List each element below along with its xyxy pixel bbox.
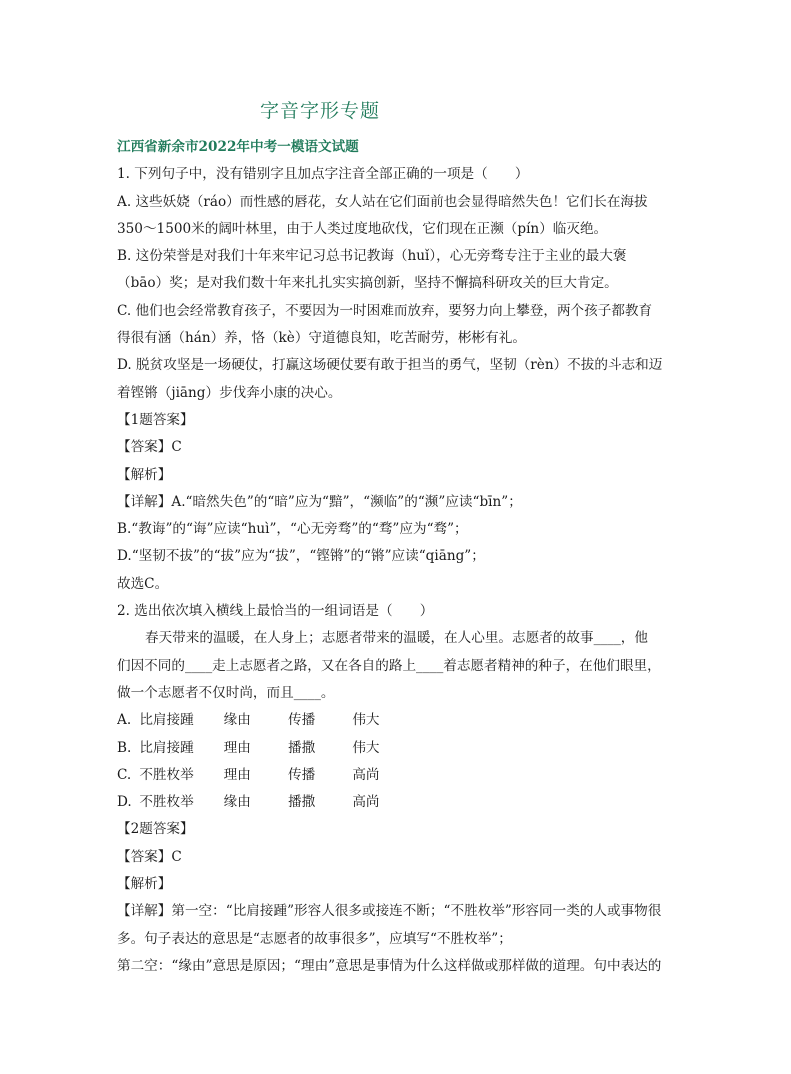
q1-option-d-line1: D. 脱贫攻坚是一场硬仗，打赢这场硬仗要有敢于担当的勇气，坚韧（rèn）不拔的斗志和迈 <box>117 357 663 374</box>
q2-passage-line3: 做一个志愿者不仅时尚，而且____。 <box>117 684 335 701</box>
q2-option-b <box>117 735 682 762</box>
option-word-1: 不胜枚举 <box>139 794 194 811</box>
q1-detail-1: 【详解】A.“暗然失色”的“暗”应为“黯”，“濒临”的“濒”应读“bīn”； <box>117 493 522 510</box>
q1-detail-2: B.“教诲”的“诲”应读“huì”，“心无旁骛”的“骛”应为“骛”； <box>117 521 468 538</box>
q1-option-b-line1: B. 这份荣誉是对我们十年来牢记习总书记教诲（huǐ），心无旁骛专注于主业的最大褒 <box>117 248 627 265</box>
document-body <box>117 134 682 980</box>
option-word-4: 伟大 <box>352 739 380 756</box>
option-word-4: 高尚 <box>352 766 380 783</box>
option-word-3: 播撒 <box>287 794 316 811</box>
option-word-4: 高尚 <box>352 794 380 811</box>
q2-answer-header: 【2题答案】 <box>117 821 194 838</box>
q1-answer: 【答案】C <box>117 439 182 456</box>
q2-passage-line2: 们因不同的____走上志愿者之路，又在各自的路上____着志愿者精神的种子，在他们眼里， <box>117 657 661 674</box>
option-word-2: 缘由 <box>223 794 251 811</box>
q2-analysis-header: 【解析】 <box>117 876 172 893</box>
q1-option-a-line2: 350～1500米的阔叶林里，由于人类过度地砍伐，它们现在正濒（pín）临灭绝。 <box>117 220 608 237</box>
q2-answer: 【答案】C <box>117 848 182 865</box>
q2-option-d <box>117 789 682 816</box>
question-1-stem: 1. 下列句子中，没有错别字且加点字注音全部正确的一项是（ ） <box>117 166 529 183</box>
q1-option-c-line2: 得很有涵（hán）养，恪（kè）守道德良知，吃苦耐劳，彬彬有礼。 <box>117 330 526 347</box>
option-word-3: 播撒 <box>287 739 316 756</box>
exam-subtitle: 江西省新余市2022年中考一模语文试题 <box>117 139 359 155</box>
option-word-2: 理由 <box>223 766 251 783</box>
option-label: B. <box>117 739 132 756</box>
option-word-1: 比肩接踵 <box>139 739 194 756</box>
q1-option-c-line1: C. 他们也会经常教育孩子，不要因为一时困难而放弃，要努力向上攀登，两个孩子都教育 <box>117 302 653 319</box>
q1-answer-header: 【1题答案】 <box>117 411 194 428</box>
q2-detail-2: 多。句子表达的意思是“志愿者的故事很多”，应填写“不胜枚举”； <box>117 930 512 947</box>
option-word-1: 不胜枚举 <box>139 766 194 783</box>
option-word-2: 理由 <box>223 739 251 756</box>
option-word-2: 缘由 <box>223 712 251 729</box>
q1-analysis-header: 【解析】 <box>117 466 172 483</box>
q1-option-a-line1: A. 这些妖娆（ráo）而性感的唇花，女人站在它们面前也会显得暗然失色！它们长在海拔 <box>117 193 648 210</box>
q1-detail-3: D.“坚韧不拔”的“拔”应为“拔”，“铿锵”的“锵”应读“qiāng”； <box>117 548 485 565</box>
option-label: D. <box>117 794 132 811</box>
q1-conclusion: 故选C。 <box>117 575 169 592</box>
q2-detail-1: 【详解】第一空：“比肩接踵”形容人很多或接连不断；“不胜枚举”形容同一类的人或事物很 <box>117 903 662 920</box>
q1-option-d-line2: 着铿锵（jiāng）步伐奔小康的决心。 <box>117 384 342 401</box>
q1-option-b-line2: （bāo）奖；是对我们数十年来扎扎实实搞创新，坚持不懈搞科研攻关的巨大肯定。 <box>117 275 618 292</box>
option-word-4: 伟大 <box>352 712 380 729</box>
question-2-stem: 2. 选出依次填入横线上最恰当的一组词语是（ ） <box>117 603 434 620</box>
option-label: A. <box>117 712 132 729</box>
q2-option-a <box>117 707 682 734</box>
q2-passage-line1: 春天带来的温暖，在人身上；志愿者带来的温暖，在人心里。志愿者的故事____，他 <box>145 630 648 647</box>
page-title: 字音字形专题 <box>259 100 380 122</box>
option-word-1: 比肩接踵 <box>139 712 194 729</box>
option-label: C. <box>117 766 132 783</box>
q2-detail-3: 第二空：“缘由”意思是原因；“理由”意思是事情为什么这样做或那样做的道理。句中表达的 <box>117 957 662 974</box>
q2-option-c <box>117 762 682 789</box>
option-word-3: 传播 <box>287 766 316 783</box>
option-word-3: 传播 <box>287 712 316 729</box>
